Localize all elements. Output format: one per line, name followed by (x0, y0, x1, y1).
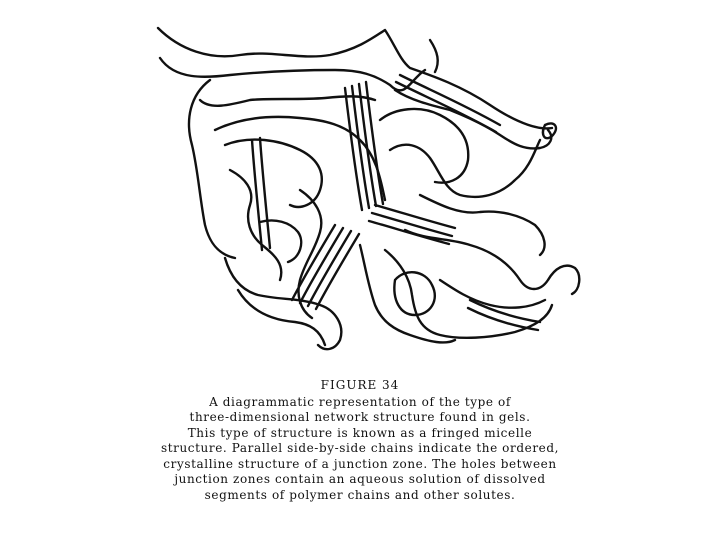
polymer-chain (440, 280, 545, 308)
polymer-chain (430, 40, 438, 72)
caption-line: A diagrammatic representation of the type of (209, 394, 511, 409)
polymer-chain (225, 258, 341, 349)
caption-line: junction zones contain an aqueous solution of dissolved (174, 472, 546, 486)
polymer-chain (260, 220, 301, 262)
figure-caption (150, 378, 570, 503)
caption-line: three-dimensional network structure found in gels. (189, 410, 531, 424)
caption-line: segments of polymer chains and other solutes. (204, 487, 516, 502)
junction-zone-chain (260, 138, 270, 248)
caption-line: structure. Parallel side-by-side chains indicate the ordered, (160, 441, 560, 455)
junction-zone-chain (396, 82, 496, 132)
polymer-chain (385, 250, 552, 338)
polymer-chain (420, 195, 545, 255)
caption-line: This type of structure is known as a fringed micelle (187, 425, 533, 440)
polymer-chain (380, 109, 468, 183)
figure-label: FIGURE 34 (320, 378, 400, 392)
polymer-chain (189, 80, 235, 258)
junction-zone-chain (308, 231, 351, 306)
polymer-chain (160, 58, 425, 90)
caption-line: crystalline structure of a junction zone. The holes between (163, 456, 557, 471)
polymer-chain (360, 245, 455, 342)
junction-zone-chain (292, 225, 335, 300)
polymer-chain (200, 96, 375, 105)
